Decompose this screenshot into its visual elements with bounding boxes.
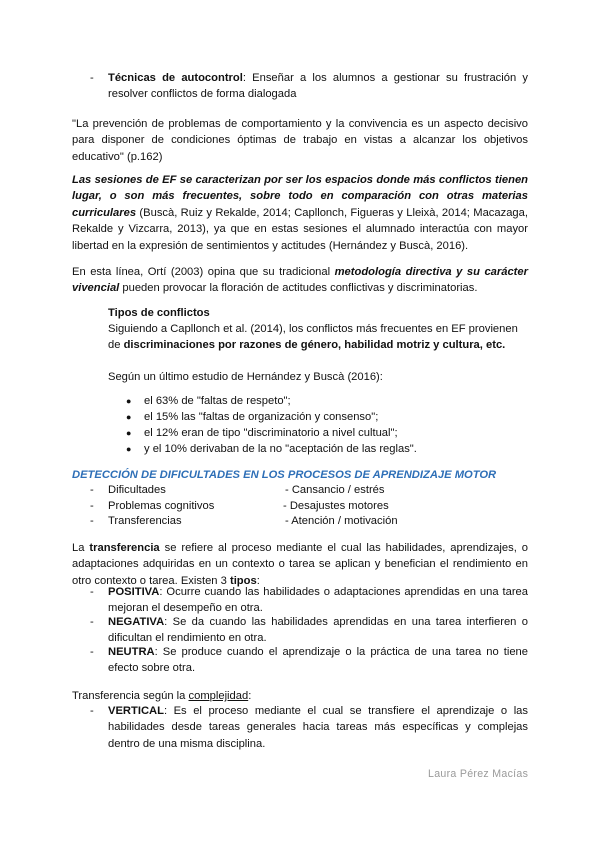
types-term: tipos [229, 574, 257, 587]
conflicts-line2 [108, 337, 505, 353]
sessions-rest: (Buscà, Ruiz y Rekalde, 2014; Capllonch, Figueras y Lleixà, 2014; Macazaga, Rekalde y Vizcarra, 2013), ya que en estas sesiones el alumnado interactúa con mayor libertad en la expresión de sentimientos y actitudes (Hernández y Buscà, 2016). [72, 206, 528, 252]
autocontrol-term: Técnicas de autocontrol [108, 72, 243, 84]
transfer-term: transferencia [89, 542, 160, 554]
bullet-icon: ● [126, 428, 132, 438]
stat-respect: el 63% de "faltas de respeto"; [144, 395, 291, 407]
type-text: : Se da cuando las habilidades aprendidas en una tarea interfieren o dificultan el rendimiento en otra. [108, 616, 528, 645]
list-item [126, 409, 378, 425]
stat-rules: y el 10% derivaban de la no "aceptación de las reglas". [144, 443, 417, 455]
bullet-icon: ● [126, 412, 132, 422]
dash-marker: - [90, 705, 94, 717]
complexity-pre: Transferencia según la [72, 690, 189, 702]
autocontrol-item [90, 70, 528, 103]
difficulty-right: - Cansancio / estrés [285, 484, 385, 496]
dash-marker: - [90, 72, 94, 84]
type-text: : Ocurre cuando las habilidades o adaptaciones aprendidas en una tarea mejoran el desempeño en otra. [108, 586, 528, 615]
orti-post: pueden provocar la floración de actitudes conflictivas y discriminatorias. [119, 282, 478, 295]
vertical-term: VERTICAL [108, 705, 164, 717]
orti-paragraph [72, 264, 528, 297]
type-term: NEGATIVA [108, 616, 165, 628]
conflicts-line1: Siguiendo a Capllonch et al. (2014), los conflictos más frecuentes en EF provienen [108, 323, 518, 335]
complexity-post: : [248, 690, 252, 702]
vertical-text: : Es el proceso mediante el cual se transfiere el aprendizaje o las habilidades desde tareas generales hacia tareas más específicas y complejas dentro de una misma disciplina. [108, 705, 528, 750]
difficulty-left: Dificultades [108, 484, 166, 496]
difficulty-left: Transferencias [108, 515, 182, 527]
bullet-icon: ● [126, 444, 132, 454]
stat-organization: el 15% las "faltas de organización y consenso"; [144, 411, 379, 423]
type-term: NEUTRA [108, 646, 155, 658]
list-item [90, 482, 166, 498]
transfer-post: : [256, 574, 260, 587]
transfer-mid: se refiere al proceso mediante el cual las habilidades, aprendizajes, o adaptaciones adquiridas en un contexto o tarea se aplican y benefician el rendimiento en otro contexto o tarea. Existen 3 [72, 542, 528, 587]
stat-discrimination: el 12% eran de tipo "discriminatorio a nivel cultual"; [144, 427, 398, 439]
autocontrol-text: : Enseñar a los alumnos a gestionar su frustración y resolver conflictos de forma dialogada [108, 72, 528, 101]
list-item [90, 498, 214, 514]
quote-paragraph: "La prevención de problemas de comportamiento y la convivencia es un aspecto decisivo para disponer de condiciones óptimas de trabajo en vistas a alcanzar los objetivos educativo" (p.162) [72, 118, 528, 163]
difficulty-right: - Atención / motivación [285, 515, 398, 527]
orti-pre: En esta línea, Ortí (2003) opina que su tradicional [72, 266, 335, 278]
bullet-icon: ● [126, 396, 132, 406]
list-item [90, 644, 528, 677]
section-heading: DETECCIÓN DE DIFICULTADES EN LOS PROCESOS DE APRENDIZAJE MOTOR [72, 469, 497, 481]
dash-marker: - [90, 646, 94, 658]
dash-marker: - [90, 500, 94, 512]
type-text: : Se produce cuando el aprendizaje o la práctica de una tarea no tiene efecto sobre otra. [108, 646, 528, 675]
dash-marker: - [90, 515, 94, 527]
complexity-intro [72, 688, 251, 704]
footer-author: Laura Pérez Macías [428, 768, 529, 780]
list-item [90, 584, 528, 617]
type-term: POSITIVA [108, 586, 160, 598]
complexity-term: complejidad [188, 690, 249, 702]
sessions-emphasis: Las sesiones de EF se caracterizan por ser los espacios donde más conflictos tienen lugar, o son más frecuentes, sobre todo en comparación con otras materias curriculares [72, 174, 528, 219]
difficulty-left: Problemas cognitivos [108, 500, 215, 512]
conflicts-line2-pre: de [108, 339, 124, 351]
transfer-paragraph [72, 540, 528, 589]
study-intro: Según un último estudio de Hernández y Buscà (2016): [108, 371, 383, 383]
conflicts-causes: discriminaciones por razones de género, habilidad motriz y cultura, etc. [123, 339, 506, 351]
difficulty-right: - Desajustes motores [283, 500, 389, 512]
transfer-pre: La [72, 542, 90, 554]
conflicts-title: Tipos de conflictos [108, 307, 210, 319]
list-item [90, 614, 528, 647]
list-item [90, 513, 182, 529]
dash-marker: - [90, 616, 94, 628]
sessions-paragraph [72, 172, 528, 254]
list-item [126, 441, 417, 457]
list-item [126, 393, 291, 409]
dash-marker: - [90, 484, 94, 496]
dash-marker: - [90, 586, 94, 598]
orti-emphasis: metodología directiva y su carácter vivencial [72, 266, 528, 295]
list-item [126, 425, 398, 441]
vertical-item [90, 703, 528, 752]
